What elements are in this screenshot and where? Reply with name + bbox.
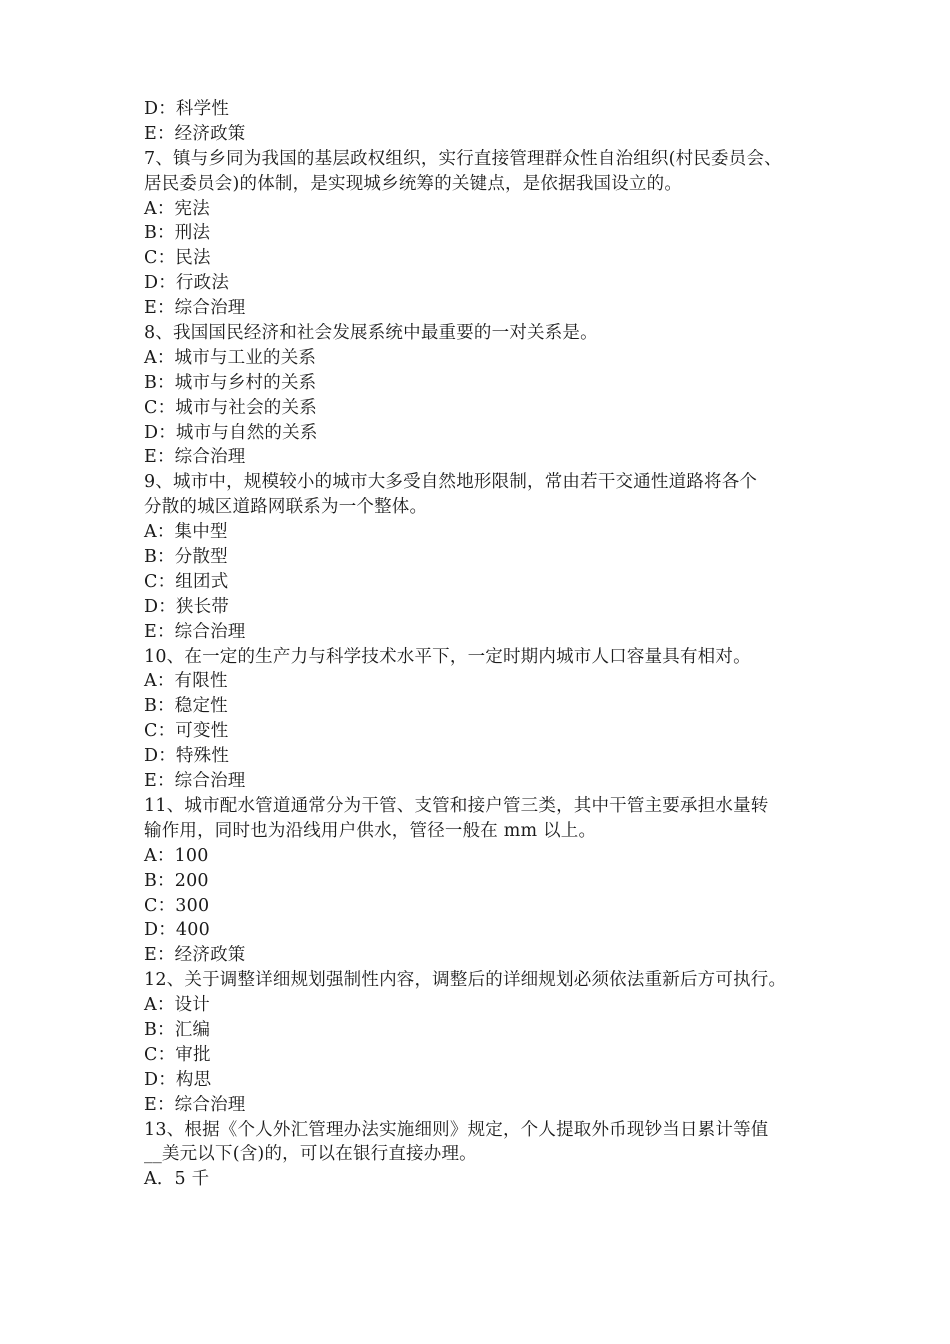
q10-option-c: C：可变性	[144, 721, 229, 742]
question-13-text-line-1: 13、根据《个人外汇管理办法实施细则》规定，个人提取外币现钞当日累计等值	[144, 1119, 769, 1140]
q10-option-b: B：稳定性	[144, 696, 228, 717]
q12-option-e: E：综合治理	[144, 1094, 246, 1115]
option-e: E：经济政策	[144, 123, 246, 144]
question-12-text: 12、关于调整详细规划强制性内容，调整后的详细规划必须依法重新后方可执行。	[144, 970, 787, 991]
q8-option-b: B：城市与乡村的关系	[144, 372, 317, 393]
q11-option-d: D：400	[144, 920, 210, 941]
q7-option-b: B：刑法	[144, 223, 211, 244]
q9-option-c: C：组团式	[144, 571, 229, 592]
question-11-text-line-1: 11、城市配水管道通常分为干管、支管和接户管三类，其中干管主要承担水量转	[144, 795, 769, 816]
q8-option-c: C：城市与社会的关系	[144, 397, 317, 418]
q7-option-d: D：行政法	[144, 273, 230, 294]
q12-option-d: D：构思	[144, 1069, 212, 1090]
q8-option-a: A：城市与工业的关系	[144, 347, 317, 368]
q8-option-e: E：综合治理	[144, 447, 246, 468]
document-page	[144, 97, 824, 1192]
q7-option-e: E：综合治理	[144, 298, 246, 319]
q12-option-b: B：汇编	[144, 1019, 211, 1040]
q9-option-b: B：分散型	[144, 547, 228, 568]
q9-option-a: A：集中型	[144, 522, 228, 543]
question-11-text-line-2: 输作用，同时也为沿线用户供水，管径一般在 mm 以上。	[144, 820, 597, 841]
q11-option-c: C：300	[144, 895, 210, 916]
question-9-text-line-2: 分散的城区道路网联系为一个整体。	[144, 497, 428, 518]
q13-option-a: A．5 千	[144, 1169, 210, 1190]
question-9-text-line-1: 9、城市中，规模较小的城市大多受自然地形限制，常由若干交通性道路将各个	[144, 472, 758, 493]
q10-option-e: E：综合治理	[144, 771, 246, 792]
q10-option-d: D：特殊性	[144, 746, 230, 767]
q9-option-e: E：综合治理	[144, 621, 246, 642]
option-d: D：科学性	[144, 99, 230, 119]
q12-option-c: C：审批	[144, 1044, 211, 1065]
question-8-text: 8、我国国民经济和社会发展系统中最重要的一对关系是。	[144, 323, 598, 344]
question-7-text-line-1: 7、镇与乡同为我国的基层政权组织，实行直接管理群众性自治组织(村民委员会、	[144, 148, 782, 169]
question-13-text-line-2: __美元以下(含)的，可以在银行直接办理。	[144, 1144, 477, 1165]
q7-option-c: C：民法	[144, 248, 211, 269]
q11-option-e: E：经济政策	[144, 945, 246, 966]
question-10-text: 10、在一定的生产力与科学技术水平下，一定时期内城市人口容量具有相对。	[144, 646, 751, 667]
q10-option-a: A：有限性	[144, 671, 228, 692]
q12-option-a: A：设计	[144, 995, 210, 1016]
q9-option-d: D：狭长带	[144, 596, 230, 617]
q7-option-a: A：宪法	[144, 198, 210, 219]
question-7-text-line-2: 居民委员会)的体制，是实现城乡统筹的关键点，是依据我国设立的。	[144, 173, 683, 194]
q11-option-b: B：200	[144, 870, 209, 891]
q11-option-a: A：100	[144, 845, 209, 866]
q8-option-d: D：城市与自然的关系	[144, 422, 318, 443]
